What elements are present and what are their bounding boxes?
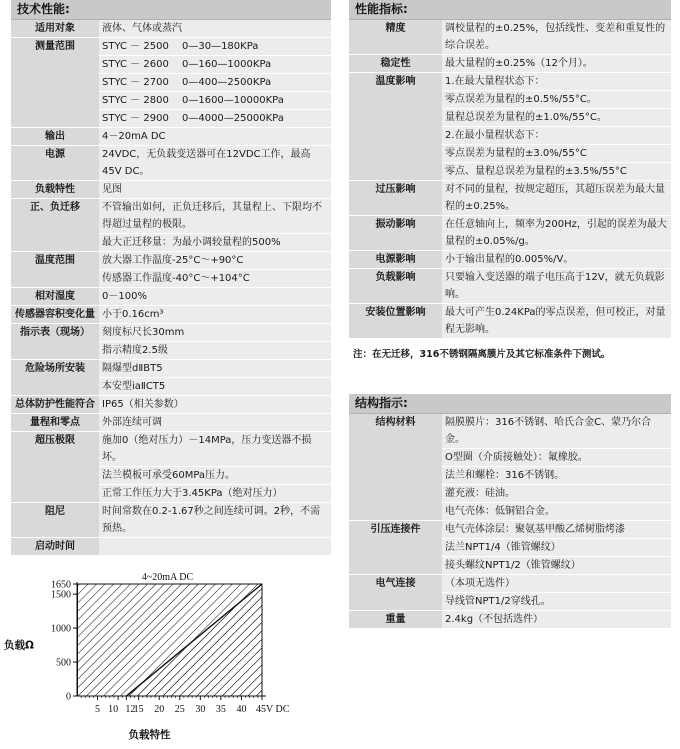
tech-value-line: STYC － 2600 0—160—1000KPa [99, 56, 331, 74]
perf-row [349, 304, 671, 339]
y-tick-label: 1500 [51, 589, 71, 601]
struct-value-line: 接头螺纹NPT1/2（锥管螺纹） [445, 560, 581, 571]
tech-value-line: 刻度标尺长30mm [99, 324, 331, 342]
performance-index-title: 性能指标: [349, 0, 671, 20]
tech-value [99, 396, 331, 414]
tech-value [99, 538, 331, 556]
tech-row [11, 38, 331, 128]
tech-value [99, 414, 331, 432]
perf-value-line: 最大量程的±0.25%（12个月）。 [445, 58, 593, 69]
perf-label: 负载影响 [349, 269, 442, 304]
tech-row [11, 181, 331, 199]
tech-value [99, 146, 331, 181]
struct-value-line: 电气壳体涂层：聚氨基甲酸乙烯树脂烤漆 [442, 521, 671, 539]
x-tick-label: 40 [236, 704, 247, 715]
struct-value-line: 法兰和螺栓：316不锈钢。 [442, 467, 671, 485]
tech-value-line: 放大器工作温度-25°C～+90°C [99, 252, 331, 270]
perf-value [442, 73, 671, 181]
x-tick-label: 25 [174, 704, 185, 715]
perf-row [349, 20, 671, 55]
perf-value-line: 2.在最小量程状态下： [442, 127, 671, 145]
chart-title: 4~20mA DC [141, 572, 194, 583]
tech-value [99, 20, 331, 38]
struct-label: 结构材料 [349, 414, 442, 521]
tech-value [99, 38, 331, 128]
tech-value-line: 施加0（绝对压力）－14MPa，压力变送器不损坏。 [99, 432, 331, 467]
tech-value-line: STYC － 2800 0—1600—10000KPa [99, 92, 331, 110]
perf-label: 精度 [349, 20, 442, 55]
tech-value [99, 306, 331, 324]
load-chart-svg [0, 570, 330, 748]
y-tick-label: 1000 [51, 623, 71, 635]
struct-value-line: 2.4kg（不包括选件） [445, 614, 544, 625]
tech-value-line: 4－20mA DC [102, 131, 166, 142]
load-characteristic-chart [0, 570, 330, 748]
struct-value-line: 电气壳体：低铜铝合金。 [445, 506, 555, 517]
tech-row [11, 306, 331, 324]
tech-label: 电源 [11, 146, 99, 181]
tech-value-line: 外部连续可调 [102, 417, 162, 428]
tech-value-line: 0－100% [102, 291, 147, 302]
x-tick-label: 35 [215, 704, 226, 715]
struct-value-line: O型圈（介质接触处）：氟橡胶。 [442, 449, 671, 467]
tech-label: 输出 [11, 128, 99, 146]
tech-label: 负载特性 [11, 181, 99, 199]
tech-label: 超压极限 [11, 432, 99, 503]
structure-title: 结构指示: [349, 394, 671, 414]
x-tick-label: 20 [154, 704, 165, 715]
tech-value [99, 252, 331, 288]
tech-row [11, 199, 331, 252]
tech-label: 总体防护性能符合 [11, 396, 99, 414]
perf-value-line: 只要输入变送器的端子电压高于12V，就无负载影响。 [445, 272, 665, 300]
perf-value-line: 零点、量程总误差为量程的±3.5%/55°C [445, 166, 627, 177]
tech-value [99, 181, 331, 199]
tech-label: 相对湿度 [11, 288, 99, 306]
tech-label: 阻尼 [11, 503, 99, 538]
tech-row [11, 288, 331, 306]
perf-value [442, 181, 671, 216]
x-axis-label: 负载特性 [128, 729, 171, 741]
tech-row [11, 414, 331, 432]
tech-label: 量程和零点 [11, 414, 99, 432]
tech-value-line [102, 538, 329, 555]
struct-value-line: 隔膜膜片：316不锈钢、哈氏合金C、蒙乃尔合金。 [442, 414, 671, 449]
tech-value-line: IP65（相关参数） [102, 399, 184, 410]
x-tick-label: 5 [95, 704, 101, 715]
perf-label: 电源影响 [349, 251, 442, 269]
tech-value-line: 见图 [102, 184, 122, 195]
perf-row [349, 251, 671, 269]
tech-value-line: 液体、气体或蒸汽 [102, 23, 182, 34]
tech-value-line: 传感器工作温度-40°C～+104°C [102, 273, 250, 284]
performance-index-section [349, 0, 671, 360]
y-tick-label: 0 [66, 691, 71, 703]
tech-label: 传感器容积变化量 [11, 306, 99, 324]
struct-value-line: 法兰NPT1/4（锥管螺纹） [442, 539, 671, 557]
perf-value-line: 零点误差为量程的±3.0%/55°C [442, 145, 671, 163]
struct-row [349, 521, 671, 575]
tech-value-line: 指示精度2.5级 [102, 345, 168, 356]
perf-value-line: 1.在最大量程状态下： [442, 73, 671, 91]
tech-label: 正、负迁移 [11, 199, 99, 252]
tech-value [99, 128, 331, 146]
perf-row [349, 216, 671, 251]
tech-row [11, 503, 331, 538]
tech-value-line: 时间常数在0.2-1.67秒之间连续可调。2秒，不需预热。 [102, 506, 321, 534]
performance-index-table [349, 20, 671, 339]
perf-value-line: 小于输出量程的0.005%/V。 [445, 254, 574, 265]
tech-value-line: 本安型iaⅡCT5 [102, 381, 166, 392]
tech-label: 启动时间 [11, 538, 99, 556]
tech-row [11, 146, 331, 181]
tech-row [11, 252, 331, 288]
tech-value [99, 288, 331, 306]
struct-row [349, 611, 671, 629]
tech-label: 指示表（现场） [11, 324, 99, 360]
x-tick-label: 10 [108, 704, 119, 715]
tech-row [11, 396, 331, 414]
perf-value-line: 最大可产生0.24KPa的零点误差，但可校正，对量程无影响。 [445, 307, 666, 335]
perf-value-line: 在任意轴向上，频率为200Hz，引起的误差为最大量程的±0.05%/g。 [445, 219, 667, 247]
tech-value-line: 不管输出如何，正负迁移后，其量程上、下限均不得超过量程的极限。 [99, 199, 331, 234]
perf-value-line: 对不同的量程，按规定超压，其超压误差为最大量程的±0.25%。 [445, 184, 665, 212]
struct-value-line: （本项无选件） [442, 575, 671, 593]
tech-row [11, 538, 331, 556]
perf-label: 温度影响 [349, 73, 442, 181]
tech-performance-table [11, 20, 331, 556]
tech-value [99, 199, 331, 252]
tech-label: 温度范围 [11, 252, 99, 288]
perf-row [349, 73, 671, 181]
tech-value-line: 小于0.16cm³ [102, 309, 164, 320]
tech-value-line: 最大正迁移量：为最小调较量程的500% [102, 237, 281, 248]
struct-value-line: 灌充液：硅油。 [442, 485, 671, 503]
struct-value [442, 414, 671, 521]
tech-value [99, 360, 331, 396]
struct-row [349, 575, 671, 611]
tech-value-line: STYC － 2700 0—400—2500KPa [99, 74, 331, 92]
y-tick-label: 500 [56, 657, 71, 669]
struct-value [442, 575, 671, 611]
perf-row [349, 269, 671, 304]
struct-label: 电气连接 [349, 575, 442, 611]
tech-row [11, 324, 331, 360]
perf-row [349, 181, 671, 216]
tech-value-line: STYC － 2500 0—30—180KPa [99, 38, 331, 56]
tech-row [11, 20, 331, 38]
performance-note: 注：在无迁移，316不锈钢隔离膜片及其它标准条件下测试。 [353, 349, 611, 360]
perf-value [442, 20, 671, 55]
x-tick-label: 45V DC [256, 704, 290, 715]
x-tick-label: 30 [195, 704, 206, 715]
perf-value [442, 269, 671, 304]
tech-row [11, 360, 331, 396]
perf-value-line: 量程总误差为量程的±1.0%/55°C。 [442, 109, 671, 127]
tech-value-line: 24VDC，无负载变送器可在12VDC工作，最高45V DC。 [102, 149, 311, 177]
tech-value-line: 法兰模板可承受60MPa压力。 [99, 467, 331, 485]
struct-label: 重量 [349, 611, 442, 629]
struct-value [442, 611, 671, 629]
tech-label: 测量范围 [11, 38, 99, 128]
perf-label: 过压影响 [349, 181, 442, 216]
tech-label: 适用对象 [11, 20, 99, 38]
perf-value-line: 零点误差为量程的±0.5%/55°C。 [442, 91, 671, 109]
structure-table [349, 414, 671, 629]
perf-value [442, 251, 671, 269]
perf-value [442, 55, 671, 73]
y-tick-label: 1650 [51, 579, 71, 591]
tech-row [11, 128, 331, 146]
tech-performance-section [11, 0, 331, 556]
struct-value [442, 521, 671, 575]
tech-value [99, 503, 331, 538]
tech-value [99, 324, 331, 360]
tech-value-line: STYC － 2900 0—4000—25000KPa [102, 113, 284, 124]
x-tick-label: 12 [125, 704, 136, 715]
hatched-area [78, 584, 263, 696]
tech-label: 危险场所安装 [11, 360, 99, 396]
tech-value-line: 隔爆型dⅡBT5 [99, 360, 331, 378]
perf-value [442, 216, 671, 251]
structure-section [349, 394, 671, 629]
struct-value-line: 导线管NPT1/2穿线孔。 [445, 596, 551, 607]
tech-value [99, 432, 331, 503]
x-tick-label: 15 [133, 704, 144, 715]
perf-label: 安装位置影响 [349, 304, 442, 339]
tech-row [11, 432, 331, 503]
y-axis-label: 负载Ω [4, 639, 34, 652]
tech-performance-title: 技术性能: [11, 0, 331, 20]
perf-label: 振动影响 [349, 216, 442, 251]
tech-value-line: 正常工作压力大于3.45KPa（绝对压力） [102, 488, 283, 499]
perf-label: 稳定性 [349, 55, 442, 73]
struct-label: 引压连接件 [349, 521, 442, 575]
struct-row [349, 414, 671, 521]
perf-row [349, 55, 671, 73]
perf-value [442, 304, 671, 339]
perf-value-line: 调校量程的±0.25%，包括线性、变差和重复性的综合误差。 [445, 23, 666, 51]
